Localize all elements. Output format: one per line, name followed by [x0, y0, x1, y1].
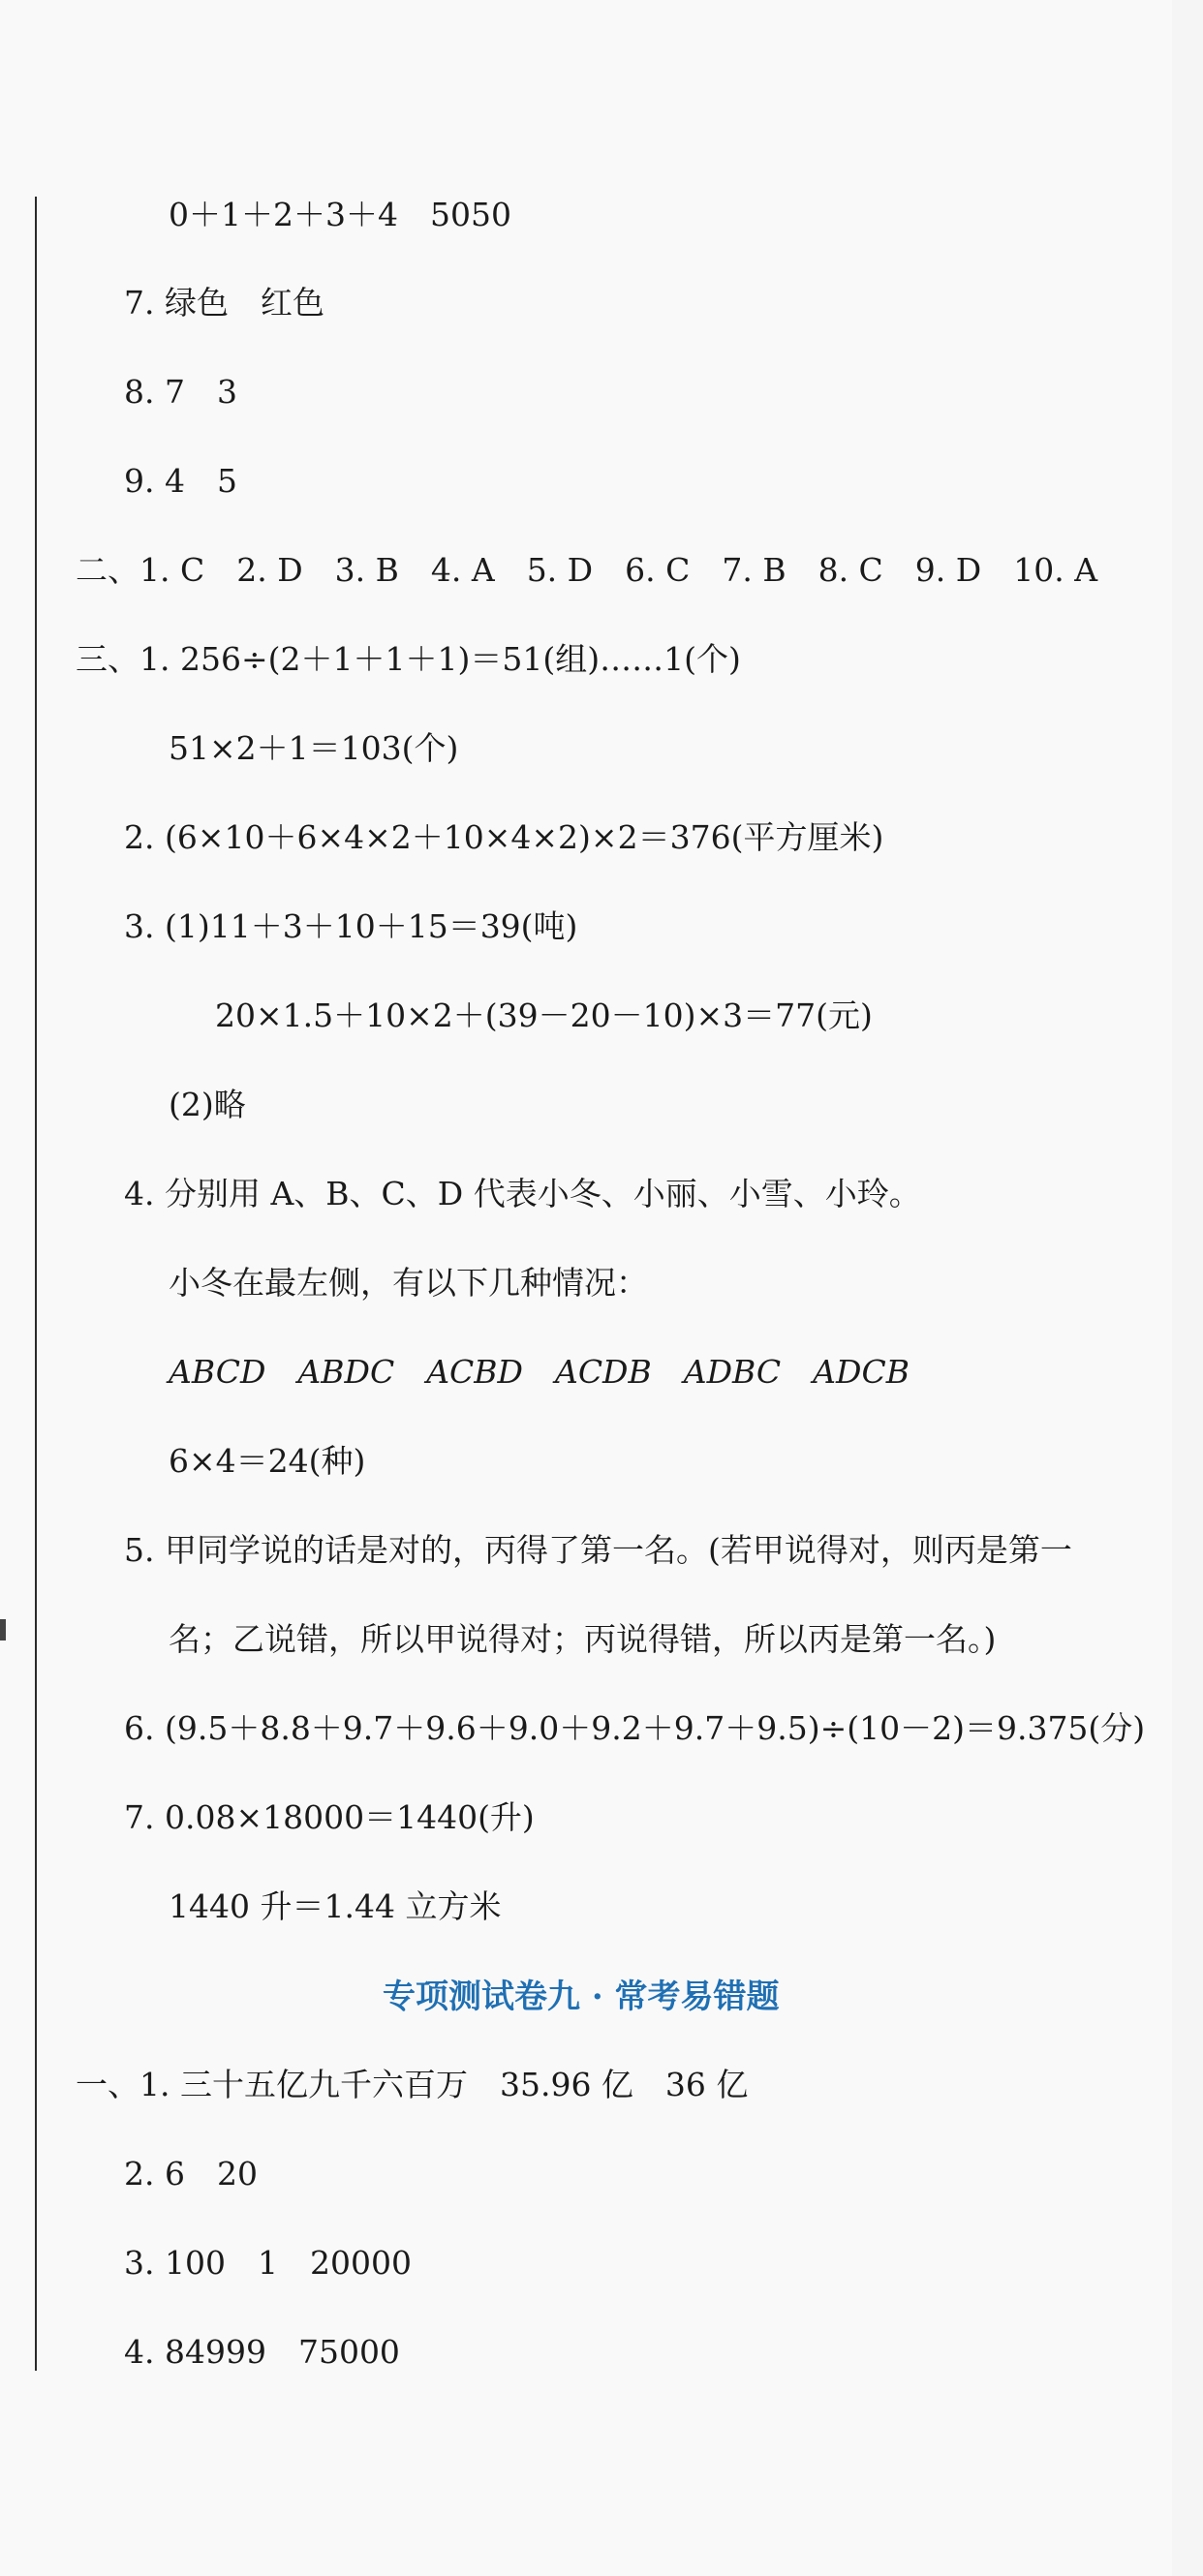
- answer-line: 3. 100 1 20000: [124, 2244, 412, 2282]
- answer-line: 名；乙说错，所以甲说得对；丙说得错，所以丙是第一名。): [169, 1620, 997, 1658]
- answer-line: 0＋1＋2＋3＋4 5050: [169, 196, 511, 233]
- answer-line: 51×2＋1＝103(个): [169, 729, 459, 767]
- answer-line: ABCD ABDC ACBD ACDB ADBC ADCB: [169, 1353, 910, 1391]
- answer-line: 7. 0.08×18000＝1440(升): [124, 1798, 535, 1836]
- margin-rule: [35, 197, 37, 2371]
- answer-line: 2. 6 20: [124, 2155, 258, 2193]
- margin-mark: [0, 1619, 6, 1641]
- answer-line: (2)略: [169, 1086, 246, 1123]
- answer-line: 5. 甲同学说的话是对的，丙得了第一名。(若甲说得对，则丙是第一: [124, 1531, 1072, 1569]
- answer-line: 6×4＝24(种): [169, 1442, 366, 1480]
- answer-line: 2. (6×10＋6×4×2＋10×4×2)×2＝376(平方厘米): [124, 818, 884, 856]
- answer-line: 6. (9.5＋8.8＋9.7＋9.6＋9.0＋9.2＋9.7＋9.5)÷(10－2)＝9.375(分): [124, 1709, 1146, 1747]
- answer-line: 一、1. 三十五亿九千六百万 35.96 亿 36 亿: [76, 2066, 749, 2103]
- answer-line: 4. 分别用 A、B、C、D 代表小冬、小丽、小雪、小玲。: [124, 1175, 921, 1212]
- answer-line: 20×1.5＋10×2＋(39－20－10)×3＝77(元): [215, 997, 873, 1034]
- answer-line: 二、1. C 2. D 3. B 4. A 5. D 6. C 7. B 8. C 9. D 10. A: [76, 551, 1098, 589]
- section-title: 专项测试卷九 · 常考易错题: [383, 1978, 780, 2016]
- answer-line: 4. 84999 75000: [124, 2333, 400, 2371]
- answer-line: 三、1. 256÷(2＋1＋1＋1)＝51(组)……1(个): [76, 640, 741, 678]
- answer-line: 3. (1)11＋3＋10＋15＝39(吨): [124, 907, 578, 945]
- answer-line: 7. 绿色 红色: [124, 284, 324, 322]
- answer-line: 小冬在最左侧，有以下几种情况：: [169, 1264, 648, 1302]
- answer-line: 8. 7 3: [124, 373, 237, 411]
- answer-line: 9. 4 5: [124, 462, 237, 500]
- answer-line: 1440 升＝1.44 立方米: [169, 1887, 502, 1925]
